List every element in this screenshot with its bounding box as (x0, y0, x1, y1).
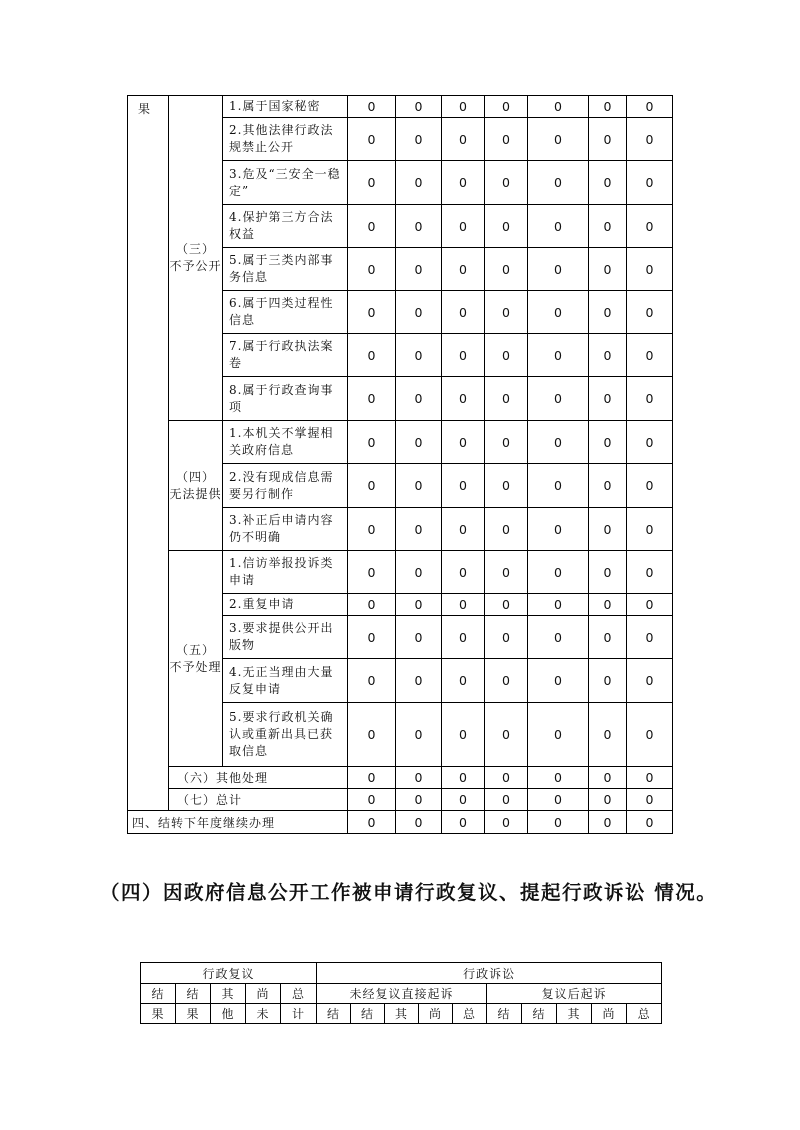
value-cell: 0 (627, 767, 673, 789)
value-cell: 0 (442, 161, 485, 205)
value-cell: 0 (348, 421, 396, 464)
value-cell: 0 (396, 811, 442, 834)
value-cell: 0 (528, 205, 589, 248)
value-cell: 0 (348, 205, 396, 248)
value-cell: 0 (485, 118, 528, 161)
value-cell: 0 (589, 594, 627, 616)
review-col-bottom: 果 (141, 1004, 176, 1024)
value-cell: 0 (442, 703, 485, 767)
review-col-top: 尚 (246, 984, 281, 1004)
review-col-top: 其 (211, 984, 246, 1004)
category-fragment: 果 (128, 96, 169, 811)
value-cell: 0 (627, 508, 673, 551)
item-label: 7.属于行政执法案卷 (223, 334, 348, 377)
direct-col: 其 (385, 1004, 419, 1024)
after-col: 结 (487, 1004, 522, 1024)
value-cell: 0 (485, 205, 528, 248)
value-cell: 0 (485, 508, 528, 551)
value-cell: 0 (396, 464, 442, 508)
value-cell: 0 (442, 334, 485, 377)
value-cell: 0 (589, 96, 627, 118)
direct-col: 结 (317, 1004, 351, 1024)
value-cell: 0 (348, 248, 396, 291)
value-cell: 0 (348, 464, 396, 508)
after-col: 尚 (592, 1004, 627, 1024)
value-cell: 0 (528, 789, 589, 811)
value-cell: 0 (485, 551, 528, 594)
value-cell: 0 (348, 291, 396, 334)
value-cell: 0 (485, 703, 528, 767)
value-cell: 0 (627, 421, 673, 464)
review-col-top: 总 (281, 984, 317, 1004)
value-cell: 0 (627, 703, 673, 767)
value-cell: 0 (442, 616, 485, 659)
after-col: 其 (557, 1004, 592, 1024)
value-cell: 0 (348, 96, 396, 118)
value-cell: 0 (485, 811, 528, 834)
value-cell: 0 (396, 118, 442, 161)
item-label: 1.本机关不掌握相关政府信息 (223, 421, 348, 464)
value-cell: 0 (528, 377, 589, 421)
header-admin-litigation: 行政诉讼 (317, 963, 662, 984)
value-cell: 0 (589, 248, 627, 291)
value-cell: 0 (627, 789, 673, 811)
other-processing-label: （六）其他处理 (169, 767, 348, 789)
value-cell: 0 (348, 161, 396, 205)
value-cell: 0 (396, 334, 442, 377)
value-cell: 0 (627, 551, 673, 594)
value-cell: 0 (485, 594, 528, 616)
value-cell: 0 (627, 161, 673, 205)
review-col-bottom: 未 (246, 1004, 281, 1024)
value-cell: 0 (396, 248, 442, 291)
value-cell: 0 (348, 377, 396, 421)
value-cell: 0 (442, 811, 485, 834)
item-label: 4.无正当理由大量反复申请 (223, 659, 348, 703)
value-cell: 0 (485, 377, 528, 421)
value-cell: 0 (589, 789, 627, 811)
group-not-processed-label: （五） 不予处理 (169, 551, 223, 767)
value-cell: 0 (348, 594, 396, 616)
table-row (128, 789, 673, 811)
value-cell: 0 (528, 767, 589, 789)
value-cell: 0 (589, 291, 627, 334)
carryover-label: 四、结转下年度继续办理 (128, 811, 348, 834)
after-col: 总 (627, 1004, 662, 1024)
table-row (128, 811, 673, 834)
value-cell: 0 (627, 464, 673, 508)
value-cell: 0 (348, 118, 396, 161)
table-row (128, 96, 673, 118)
value-cell: 0 (348, 508, 396, 551)
value-cell: 0 (348, 659, 396, 703)
value-cell: 0 (589, 811, 627, 834)
value-cell: 0 (528, 248, 589, 291)
direct-col: 总 (453, 1004, 487, 1024)
value-cell: 0 (528, 594, 589, 616)
value-cell: 0 (627, 334, 673, 377)
value-cell: 0 (485, 789, 528, 811)
value-cell: 0 (485, 464, 528, 508)
value-cell: 0 (348, 703, 396, 767)
item-label: 2.重复申请 (223, 594, 348, 616)
value-cell: 0 (348, 551, 396, 594)
value-cell: 0 (627, 659, 673, 703)
value-cell: 0 (485, 767, 528, 789)
value-cell: 0 (627, 205, 673, 248)
value-cell: 0 (485, 161, 528, 205)
value-cell: 0 (485, 421, 528, 464)
value-cell: 0 (396, 767, 442, 789)
value-cell: 0 (528, 161, 589, 205)
item-label: 2.其他法律行政法规禁止公开 (223, 118, 348, 161)
value-cell: 0 (485, 96, 528, 118)
direct-col: 尚 (419, 1004, 453, 1024)
table-row (128, 551, 673, 594)
value-cell: 0 (589, 616, 627, 659)
value-cell: 0 (348, 616, 396, 659)
value-cell: 0 (589, 659, 627, 703)
value-cell: 0 (442, 594, 485, 616)
value-cell: 0 (627, 291, 673, 334)
item-label: 2.没有现成信息需要另行制作 (223, 464, 348, 508)
value-cell: 0 (589, 161, 627, 205)
value-cell: 0 (396, 377, 442, 421)
value-cell: 0 (442, 767, 485, 789)
value-cell: 0 (348, 789, 396, 811)
value-cell: 0 (528, 551, 589, 594)
value-cell: 0 (396, 659, 442, 703)
item-label: 6.属于四类过程性信息 (223, 291, 348, 334)
value-cell: 0 (528, 421, 589, 464)
value-cell: 0 (396, 205, 442, 248)
header-direct-suit: 未经复议直接起诉 (317, 984, 487, 1004)
review-col-bottom: 计 (281, 1004, 317, 1024)
value-cell: 0 (442, 659, 485, 703)
value-cell: 0 (396, 551, 442, 594)
value-cell: 0 (348, 811, 396, 834)
value-cell: 0 (442, 421, 485, 464)
review-col-bottom: 果 (176, 1004, 211, 1024)
group-unable-provide-label: （四） 无法提供 (169, 421, 223, 551)
value-cell: 0 (589, 767, 627, 789)
value-cell: 0 (528, 464, 589, 508)
value-cell: 0 (589, 377, 627, 421)
value-cell: 0 (627, 118, 673, 161)
value-cell: 0 (396, 508, 442, 551)
item-label: 5.属于三类内部事务信息 (223, 248, 348, 291)
value-cell: 0 (627, 616, 673, 659)
value-cell: 0 (442, 248, 485, 291)
value-cell: 0 (528, 508, 589, 551)
value-cell: 0 (442, 118, 485, 161)
disposition-table (127, 95, 673, 834)
value-cell: 0 (442, 96, 485, 118)
value-cell: 0 (627, 811, 673, 834)
header-suit-after-review: 复议后起诉 (487, 984, 662, 1004)
value-cell: 0 (485, 659, 528, 703)
item-label: 1.信访举报投诉类申请 (223, 551, 348, 594)
item-label: 3.要求提供公开出版物 (223, 616, 348, 659)
total-label: （七）总计 (169, 789, 348, 811)
value-cell: 0 (485, 334, 528, 377)
value-cell: 0 (627, 96, 673, 118)
value-cell: 0 (485, 291, 528, 334)
value-cell: 0 (528, 616, 589, 659)
value-cell: 0 (396, 616, 442, 659)
value-cell: 0 (348, 334, 396, 377)
value-cell: 0 (589, 118, 627, 161)
group-not-disclosed-label: （三） 不予公开 (169, 96, 223, 421)
value-cell: 0 (396, 96, 442, 118)
value-cell: 0 (442, 291, 485, 334)
review-col-top: 结 (141, 984, 176, 1004)
value-cell: 0 (396, 789, 442, 811)
header-admin-review: 行政复议 (141, 963, 317, 984)
value-cell: 0 (396, 594, 442, 616)
value-cell: 0 (485, 616, 528, 659)
table-row (128, 421, 673, 464)
value-cell: 0 (442, 551, 485, 594)
review-litigation-table (140, 962, 662, 1024)
table-row (128, 767, 673, 789)
value-cell: 0 (528, 291, 589, 334)
item-label: 8.属于行政查询事项 (223, 377, 348, 421)
value-cell: 0 (528, 811, 589, 834)
value-cell: 0 (442, 464, 485, 508)
value-cell: 0 (442, 789, 485, 811)
value-cell: 0 (528, 334, 589, 377)
value-cell: 0 (396, 421, 442, 464)
value-cell: 0 (627, 594, 673, 616)
item-label: 1.属于国家秘密 (223, 96, 348, 118)
direct-col: 结 (351, 1004, 385, 1024)
value-cell: 0 (589, 551, 627, 594)
value-cell: 0 (442, 205, 485, 248)
value-cell: 0 (589, 703, 627, 767)
after-col: 结 (522, 1004, 557, 1024)
value-cell: 0 (396, 703, 442, 767)
section-heading: （四）因政府信息公开工作被申请行政复议、提起行政诉讼 情况。 (100, 881, 718, 904)
value-cell: 0 (485, 248, 528, 291)
value-cell: 0 (528, 703, 589, 767)
item-label: 3.危及“三安全一稳定” (223, 161, 348, 205)
value-cell: 0 (396, 161, 442, 205)
value-cell: 0 (528, 118, 589, 161)
value-cell: 0 (627, 248, 673, 291)
item-label: 5.要求行政机关确认或重新出具已获取信息 (223, 703, 348, 767)
value-cell: 0 (442, 508, 485, 551)
review-col-top: 结 (176, 984, 211, 1004)
value-cell: 0 (627, 377, 673, 421)
value-cell: 0 (528, 659, 589, 703)
value-cell: 0 (528, 96, 589, 118)
value-cell: 0 (589, 334, 627, 377)
value-cell: 0 (589, 205, 627, 248)
item-label: 4.保护第三方合法权益 (223, 205, 348, 248)
value-cell: 0 (589, 508, 627, 551)
item-label: 3.补正后申请内容仍不明确 (223, 508, 348, 551)
review-col-bottom: 他 (211, 1004, 246, 1024)
value-cell: 0 (348, 767, 396, 789)
value-cell: 0 (589, 421, 627, 464)
value-cell: 0 (442, 377, 485, 421)
value-cell: 0 (396, 291, 442, 334)
value-cell: 0 (589, 464, 627, 508)
